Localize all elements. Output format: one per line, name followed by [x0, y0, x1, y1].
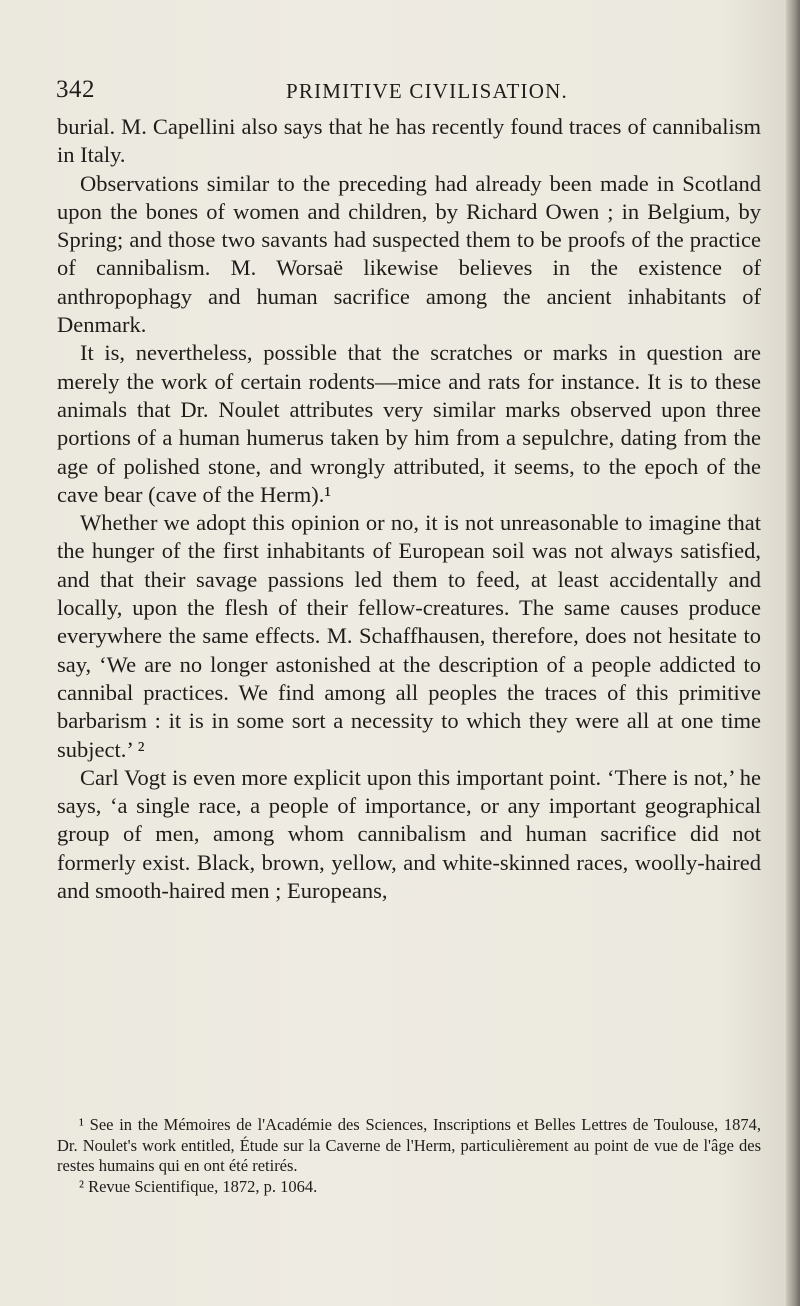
footnote-1: ¹ See in the Mémoires de l'Académie des Sciences, Inscriptions et Belles Lettres de Toulouse, 1874, Dr. Noulet's work entitled, Étude sur la Caverne de l'Herm, particulièrement au point de vue de l'âge des restes humains qui en ont été retirés.	[57, 1115, 761, 1175]
page-header	[56, 76, 756, 106]
paragraph-5: Carl Vogt is even more explicit upon this important point. ‘There is not,’ he says, ‘a single race, a people of importance, or any important geographical group of men, among whom cannibalism and human sacrifice did not formerly exist. Black, brown, yellow, and white-skinned races, woolly-haired and smooth-haired men ; Europeans,	[57, 764, 761, 904]
running-head: PRIMITIVE CIVILISATION.	[286, 79, 568, 103]
paragraph-2: Observations similar to the preceding had already been made in Scotland upon the bones of women and children, by Richard Owen ; in Belgium, by Spring; and those two savants had suspected them to be proofs of the practice of cannibalism. M. Worsaë likewise believes in the existence of anthropophagy and human sacrifice among the ancient inhabitants of Denmark.	[57, 170, 761, 338]
body-text	[57, 113, 761, 905]
footnotes	[57, 1115, 761, 1197]
page-number: 342	[56, 76, 95, 103]
paragraph-3: It is, nevertheless, possible that the scratches or marks in question are merely the work of certain rodents—mice and rats for instance. It is to these animals that Dr. Noulet attributes very similar marks observed upon three portions of a human humerus taken by him from a sepulchre, dating from the age of polished stone, and wrongly attributed, it seems, to the epoch of the cave bear (cave of the Herm).¹	[57, 340, 761, 507]
paragraph-1: burial. M. Capellini also says that he has recently found traces of cannibalism in Italy.	[57, 114, 761, 168]
footnote-2: ² Revue Scientifique, 1872, p. 1064.	[79, 1176, 318, 1196]
paragraph-4: Whether we adopt this opinion or no, it is not unreasonable to imagine that the hunger of the first inhabitants of European soil was not always satisfied, and that their savage passions led them to feed, at least accidentally and locally, upon the flesh of their fellow-creatures. The same causes produce everywhere the same effects. M. Schaffhausen, therefore, does not hesitate to say, ‘We are no longer astonished at the description of a people addicted to cannibal practices. We find among all peoples the traces of this primitive barbarism : it is in some sort a necessity to which they were all at one time subject.’ ²	[57, 510, 761, 762]
page-edge-shadow	[786, 0, 800, 1306]
